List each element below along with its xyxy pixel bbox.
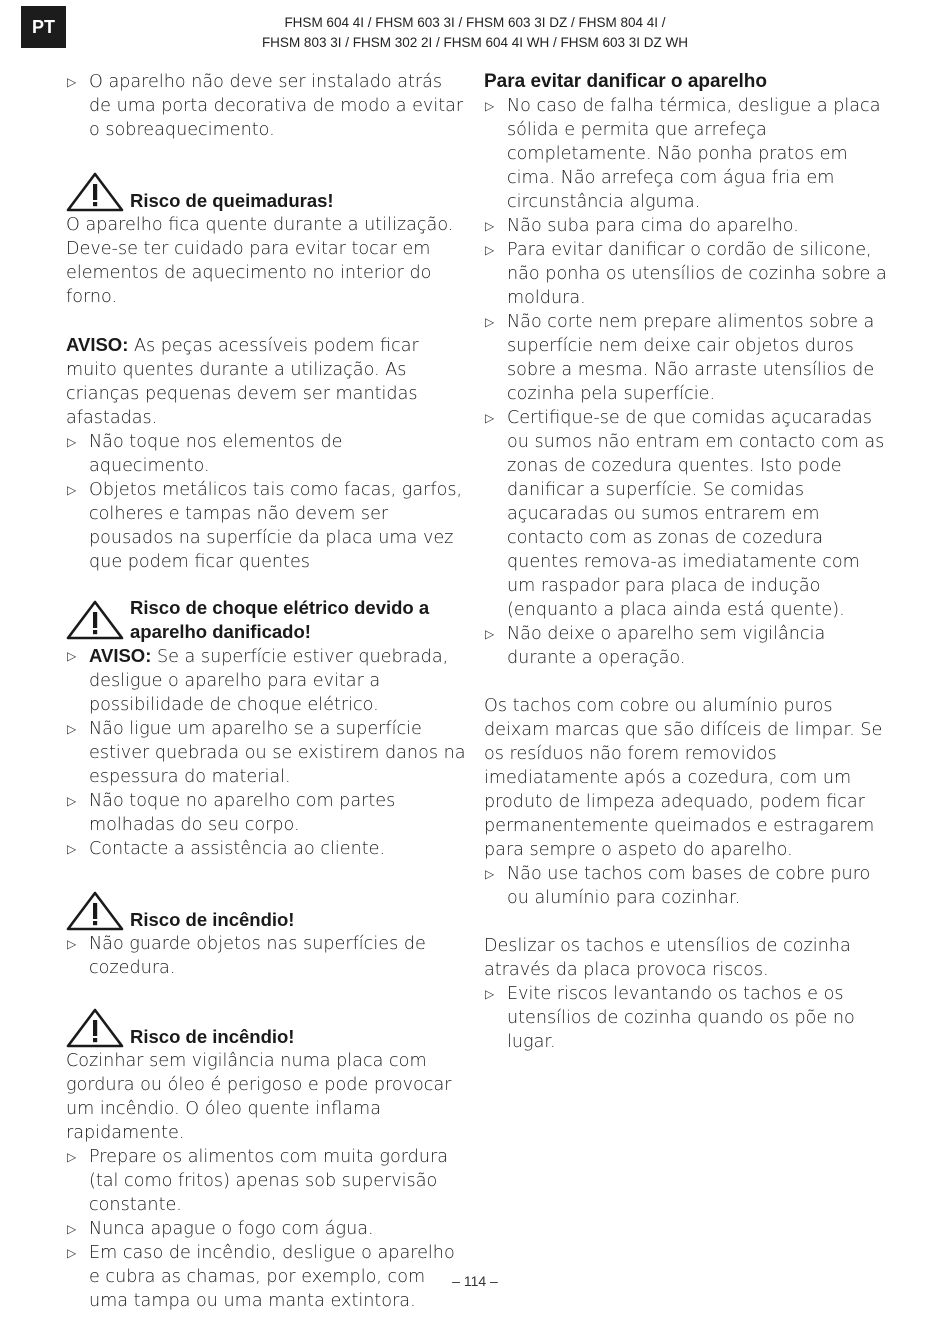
left-column	[66, 70, 466, 1313]
shock-warning-title: Risco de choque elétrico devido a aparelho danificado!	[130, 597, 430, 642]
section-heading: Para evitar danificar o aparelho	[484, 71, 768, 92]
fire-warning-title: Risco de incêndio!	[130, 909, 295, 930]
warning-triangle-icon	[66, 172, 124, 212]
list-item: ▷ Contacte a assistência ao cliente.	[66, 837, 466, 861]
language-badge: PT	[21, 6, 66, 48]
aviso-label: AVISO:	[89, 645, 152, 666]
fire-oil-warning-title: Risco de incêndio!	[130, 1026, 295, 1047]
list-item: ▷ Prepare os alimentos com muita gordura (tal como fritos) apenas sob supervisão constante.	[66, 1145, 466, 1217]
list-item: ▷ Não use tachos com bases de cobre puro ou alumínio para cozinhar.	[484, 862, 892, 910]
fire-warning-heading	[66, 891, 466, 932]
burn-aviso	[66, 333, 466, 430]
list-item: ▷ Objetos metálicos tais como facas, garfos, colheres e tampas não devem ser pousados na superfície da placa uma vez que podem ficar quentes	[66, 478, 466, 574]
warning-triangle-icon	[66, 891, 124, 931]
list-item: ▷ Não toque nos elementos de aquecimento.	[66, 430, 466, 478]
list-item: ▷ Em caso de incêndio, desligue o aparelho e cubra as chamas, por exemplo, com uma tampa ou uma manta extintora.	[66, 1241, 466, 1313]
list-item: ▷ No caso de falha térmica, desligue a placa sólida e permita que arrefeça completamente. Não ponha pratos em cima. Não arrefeça com água fria em circunstância alguma.	[484, 94, 892, 214]
list-item: ▷ Não guarde objetos nas superfícies de cozedura.	[66, 932, 466, 980]
shock-warning-heading	[66, 596, 466, 644]
burn-warning-heading	[66, 172, 466, 213]
sliding-bullet-list	[484, 982, 892, 1054]
list-item	[66, 644, 466, 717]
fire-oil-warning-heading	[66, 1008, 466, 1049]
list-item: ▷ Para evitar danificar o cordão de silicone, não ponha os utensílios de cozinha sobre a moldura.	[484, 238, 892, 310]
list-item: ▷ Evite riscos levantando os tachos e os utensílios de cozinha quando os põe no lugar.	[484, 982, 892, 1054]
copper-bullet-list	[484, 862, 892, 910]
list-item: ▷ Certifique-se de que comidas açucaradas ou sumos não entram em contacto com as zonas de cozedura quentes. Isto pode danificar a superfície. Se comidas açucaradas ou sumos entrarem em contacto com as zonas de cozedura quentes remova-as imediatamente com um raspador para placa de indução (enquanto a placa ainda está quente).	[484, 406, 892, 622]
warning-triangle-icon	[66, 600, 124, 640]
list-item: ▷ Não suba para cima do aparelho.	[484, 214, 892, 238]
page-header	[150, 13, 800, 53]
list-item: ▷ Não ligue um aparelho se a superfície estiver quebrada ou se existirem danos na espessura do material.	[66, 717, 466, 789]
fire-bullet-list	[66, 932, 466, 980]
list-item: ▷ Não toque no aparelho com partes molhadas do seu corpo.	[66, 789, 466, 837]
warning-triangle-icon	[66, 1008, 124, 1048]
aviso-text: Se a superfície estiver quebrada, desligue o aparelho para evitar a possibilidade de choque elétrico.	[89, 647, 449, 715]
shock-bullet-list	[66, 644, 466, 861]
list-item: ▷ O aparelho não deve ser instalado atrás de uma porta decorativa de modo a evitar o sobreaquecimento.	[66, 70, 466, 142]
model-list-line-1: FHSM 604 4I / FHSM 603 3I / FHSM 603 3I DZ / FHSM 804 4I /	[284, 15, 666, 30]
right-column	[484, 70, 892, 1054]
damage-bullet-list	[484, 94, 892, 670]
intro-list	[66, 70, 466, 142]
aviso-text: As peças acessíveis podem ficar muito quentes durante a utilização. As crianças pequenas devem ser mantidas afastadas.	[66, 336, 419, 428]
burn-warning-title: Risco de queimaduras!	[130, 190, 334, 211]
fire-oil-warning-text: Cozinhar sem vigilância numa placa com gordura ou óleo é perigoso e pode provocar um incêndio. O óleo quente inflama rapidamente.	[66, 1051, 452, 1143]
sliding-paragraph: Deslizar os tachos e utensílios de cozinha através da placa provoca riscos.	[484, 936, 851, 980]
page-number: – 114 –	[452, 1273, 498, 1289]
burn-bullet-list	[66, 430, 466, 574]
model-list-line-2: FHSM 803 3I / FHSM 302 2I / FHSM 604 4I WH / FHSM 603 3I DZ WH	[261, 35, 689, 50]
aviso-label: AVISO:	[66, 334, 129, 355]
copper-paragraph: Os tachos com cobre ou alumínio puros deixam marcas que são difíceis de limpar. Se os resíduos não forem removidos imediatamente após a cozedura, com um produto de limpeza adequado, podem ficar permanentemente queimados e estragarem para sempre o aspeto do aparelho.	[484, 696, 883, 860]
list-item: ▷ Nunca apague o fogo com água.	[66, 1217, 466, 1241]
list-item: ▷ Não deixe o aparelho sem vigilância durante a operação.	[484, 622, 892, 670]
list-item: ▷ Não corte nem prepare alimentos sobre a superfície nem deixe cair objetos duros sobre a mesma. Não arraste utensílios de cozinha pela superfície.	[484, 310, 892, 406]
burn-warning-text: O aparelho fica quente durante a utilização. Deve-se ter cuidado para evitar tocar em elementos de aquecimento no interior do forno.	[66, 215, 454, 307]
